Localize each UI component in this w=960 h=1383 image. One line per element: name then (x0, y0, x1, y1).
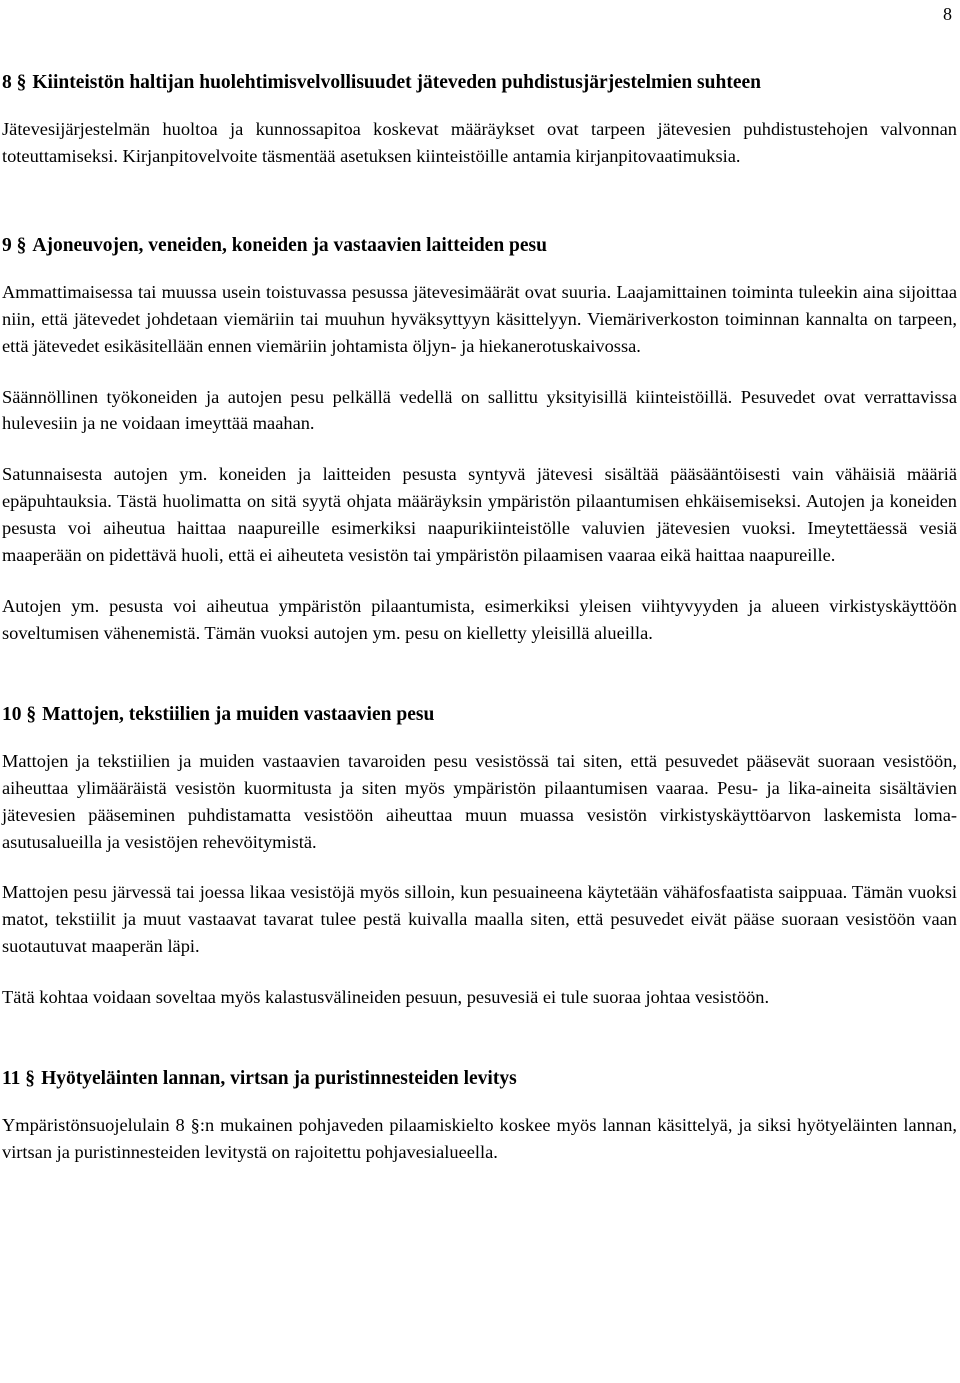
section-heading (2, 68, 957, 97)
section-title: Hyötyeläinten lannan, virtsan ja puristinnesteiden levitys (41, 1068, 517, 1090)
section-title: Kiinteistön haltijan huolehtimisvelvollisuudet jäteveden puhdistusjärjestelmien suhteen (32, 72, 761, 93)
document-body (2, 68, 957, 1166)
section-11 (2, 1064, 957, 1166)
section-9 (2, 231, 957, 647)
section-number: 9 § (2, 234, 27, 256)
paragraph: Mattojen ja tekstiilien ja muiden vastaavien tavaroiden pesu vesistössä tai siten, että pesuvedet pääsevät suoraan vesistöön, aiheuttaa ylimääräistä vesistön kuormitusta ja siten myös ympäristön pilaantumisen vaaraa. Pesu- ja lika-aineita sisältävien jätevesien pääseminen puhdistamatta vesistöön aiheuttaa muun muassa vesistön virkistyskäyttöarvon laskemista loma-asutusalueilla ja vesistöjen rehevöitymistä. (2, 750, 957, 852)
paragraph: Mattojen pesu järvessä tai joessa likaa vesistöjä myös silloin, kun pesuaineena käytetään vähäfosfaatista saippuaa. Tämän vuoksi matot, tekstiilit ja muut vastaavat tavarat tulee pestä kuivalla maalla siten, että pesuvedet eivät pääse suoraan vesistöön vaan suotautuvat maaperän läpi. (2, 882, 957, 957)
paragraph: Satunnaisesta autojen ym. koneiden ja laitteiden pesusta syntyvä jätevesi sisältää pääsääntöisesti vain vähäisiä määriä epäpuhtauksia. Tästä huolimatta on sitä syytä ohjata määräyksin ympäristön pilaantumisen ehkäisemiseksi. Autojen ja koneiden pesusta voi aiheutua haittaa naapureille esimerkiksi naapurikiinteistölle valuvien jätevesien vuoksi. Imeytettäessä vesiä maaperään on pidettävä huoli, että ei aiheuteta vesistön tai ympäristön pilaamisen vaaraa eikä haittaa naapureille. (2, 464, 957, 566)
section-number: 11 § (2, 1068, 36, 1090)
paragraph: Ympäristönsuojelulain 8 §:n mukainen pohjaveden pilaamiskielto koskee myös lannan käsittelyä, ja siksi hyötyeläinten lannan, virtsan ja puristinnesteiden levitystä on rajoitettu pohjavesialueella. (2, 1115, 957, 1162)
section-heading (2, 231, 957, 260)
page-number: 8 (943, 4, 952, 24)
section-number: 10 § (2, 703, 37, 725)
section-10 (2, 700, 957, 1011)
paragraph: Säännöllinen työkoneiden ja autojen pesu pelkällä vedellä on sallittu yksityisillä kiinteistöillä. Pesuvedet ovat verrattavissa hulevesiin ja ne voidaan imeyttää maahan. (2, 386, 957, 434)
section-8 (2, 68, 957, 170)
paragraph: Ammattimaisessa tai muussa usein toistuvassa pesussa jätevesimäärät ovat suuria. Laajamittainen toiminta tuleekin aina sijoittaa niin, että jätevedet johdetaan viemäriin tai muuhun hyväksyttyyn käsittelyyn. Viemäriverkoston toiminnan kannalta on tarpeen, että jätevedet esikäsitellään ennen viemäriin johtamista öljyn- ja hiekanerotuskaivossa. (2, 281, 957, 356)
section-title: Mattojen, tekstiilien ja muiden vastaavien pesu (42, 703, 435, 725)
section-heading (2, 700, 957, 729)
paragraph: Jätevesijärjestelmän huoltoa ja kunnossapitoa koskevat määräykset ovat tarpeen jätevesien puhdistustehojen valvonnan toteuttamiseksi. Kirjanpitovelvoite täsmentää asetuksen kiinteistöille antamia kirjanpitovaatimuksia. (2, 119, 957, 166)
paragraph: Autojen ym. pesusta voi aiheutua ympäristön pilaantumista, esimerkiksi yleisen viihtyvyyden ja alueen virkistyskäyttöön soveltumisen vähenemistä. Tämän vuoksi autojen ym. pesu on kielletty yleisillä alueilla. (2, 595, 957, 643)
section-number: 8 § (2, 72, 27, 93)
paragraph: Tätä kohtaa voidaan soveltaa myös kalastusvälineiden pesuun, pesuvesiä ei tule suoraa johtaa vesistöön. (2, 987, 770, 1008)
section-heading (2, 1064, 957, 1093)
section-title: Ajoneuvojen, veneiden, koneiden ja vastaavien laitteiden pesu (32, 234, 547, 256)
